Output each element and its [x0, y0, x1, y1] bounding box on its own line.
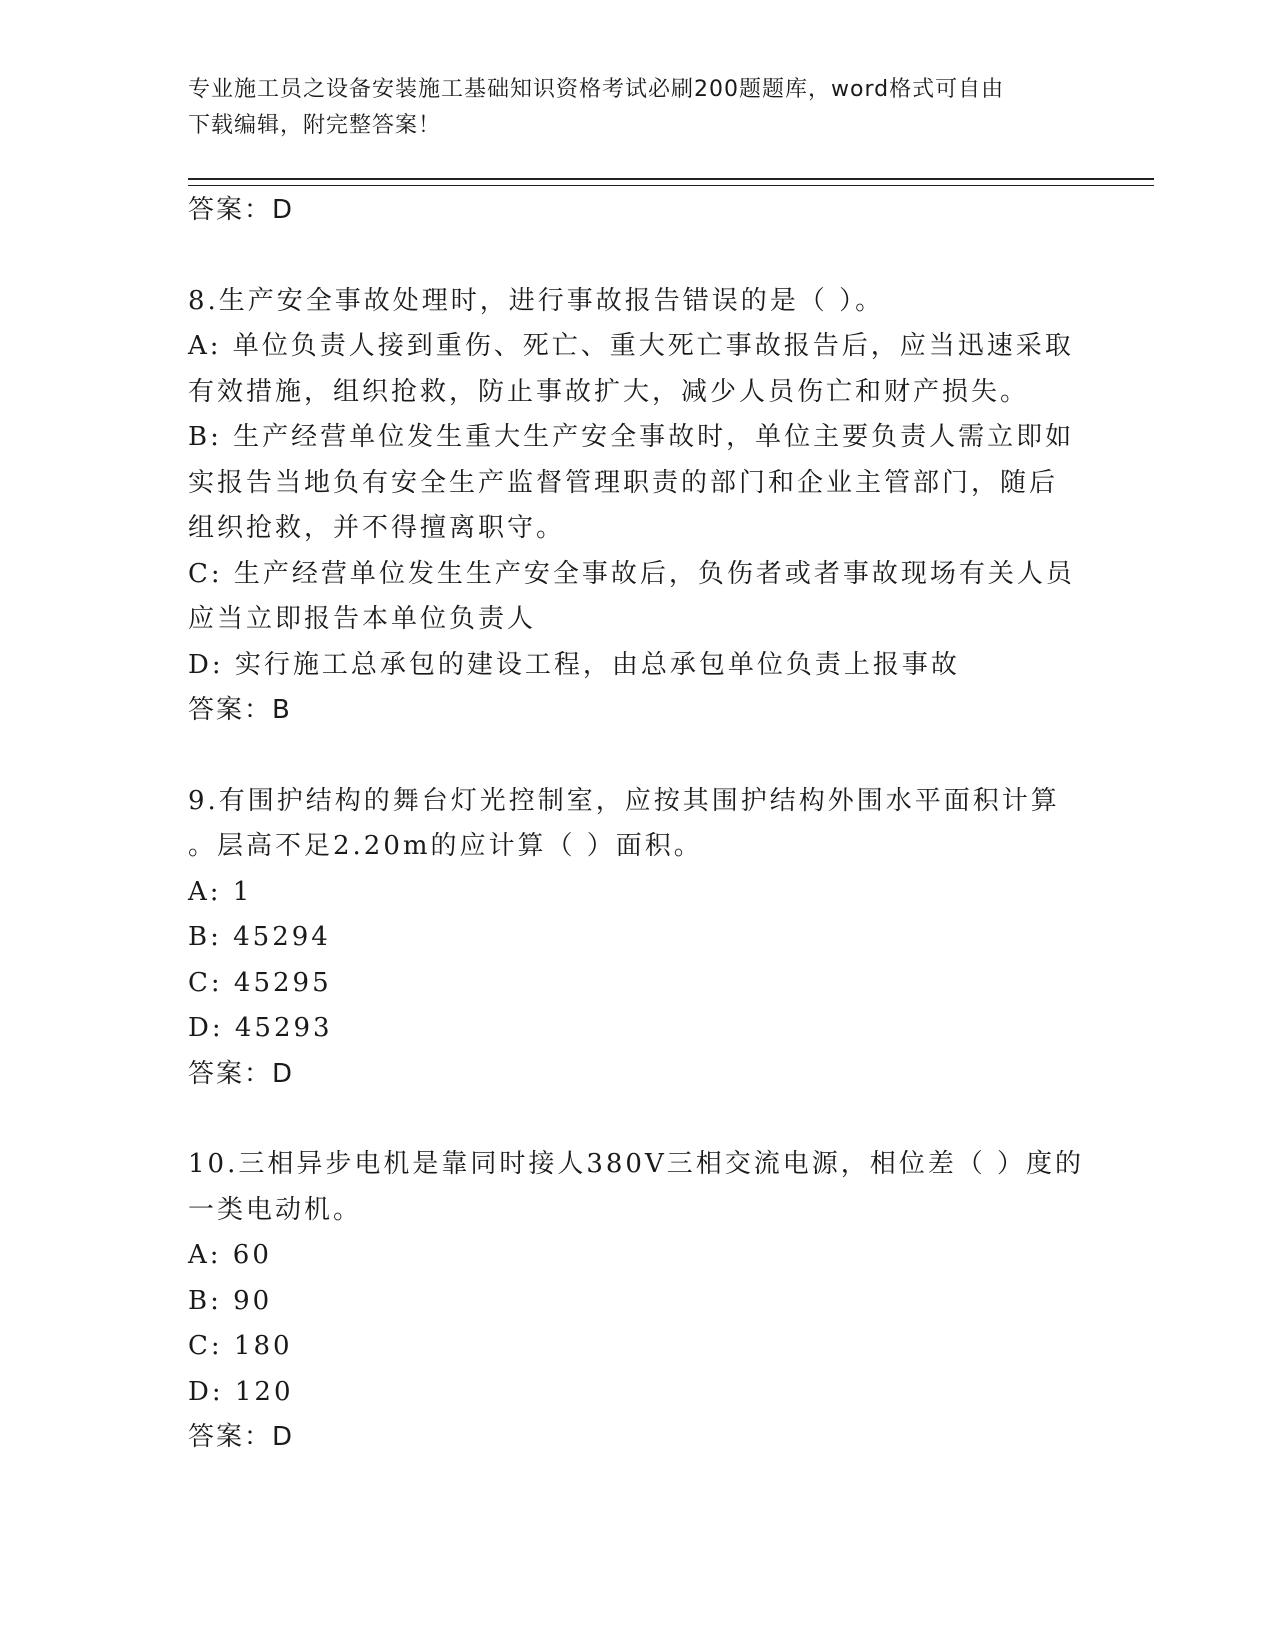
option-b-continued: 实报告当地负有安全生产监督管理职责的部门和企业主管部门，随后: [188, 467, 1059, 498]
option-b: B: 生产经营单位发生重大生产安全事故时，单位主要负责人需立即如: [188, 422, 1075, 452]
question-9: [188, 779, 1088, 1098]
document-title: [188, 72, 1088, 144]
question-text: 10.三相异步电机是靠同时接人380V三相交流电源，相位差（ ）度的: [188, 1149, 1085, 1179]
header-divider: [188, 178, 1154, 180]
option-c: C: 180: [188, 1331, 293, 1361]
title-line-1: 专业施工员之设备安装施工基础知识资格考试必刷200题题库，word格式可自由: [188, 77, 1005, 102]
option-d: D: 45293: [188, 1013, 333, 1043]
option-d: D: 实行施工总承包的建设工程，由总承包单位负责上报事故: [188, 649, 960, 680]
header-divider-thin: [188, 185, 1154, 186]
title-line-2: 下载编辑，附完整答案！: [188, 113, 442, 138]
option-c-continued: 应当立即报告本单位负责人: [188, 604, 537, 634]
option-a: A: 60: [188, 1240, 272, 1270]
option-c: C: 生产经营单位发生生产安全事故后，负伤者或者事故现场有关人员: [188, 558, 1075, 589]
option-c: C: 45295: [188, 967, 332, 998]
option-b: B: 45294: [188, 922, 331, 952]
answer-line: 答案：D: [188, 195, 295, 225]
option-a: A: 1: [188, 876, 253, 907]
option-a-continued: 有效措施，组织抢救，防止事故扩大，减少人员伤亡和财产损失。: [188, 376, 1030, 407]
answer-line: 答案：D: [188, 1058, 295, 1089]
question-text: 8.生产安全事故处理时，进行事故报告错误的是（ ）。: [188, 285, 885, 316]
question-text: 9.有围护结构的舞台灯光控制室，应按其围护结构外围水平面积计算: [188, 785, 1060, 816]
question-content: [188, 188, 1088, 1461]
answer-line: 答案：B: [188, 695, 292, 725]
question-text-continued: 。层高不足2.20m的应计算（ ）面积。: [188, 831, 703, 861]
option-d: D: 120: [188, 1376, 294, 1407]
answer-line: 答案：D: [188, 1422, 295, 1452]
option-b: B: 90: [188, 1285, 273, 1316]
question-8: [188, 279, 1088, 734]
question-text-continued: 一类电动机。: [188, 1194, 363, 1225]
option-a: A: 单位负责人接到重伤、死亡、重大死亡事故报告后，应当迅速采取: [188, 331, 1074, 361]
question-10: [188, 1142, 1088, 1461]
option-b-continued: 组织抢救，并不得擅离职守。: [188, 513, 566, 543]
